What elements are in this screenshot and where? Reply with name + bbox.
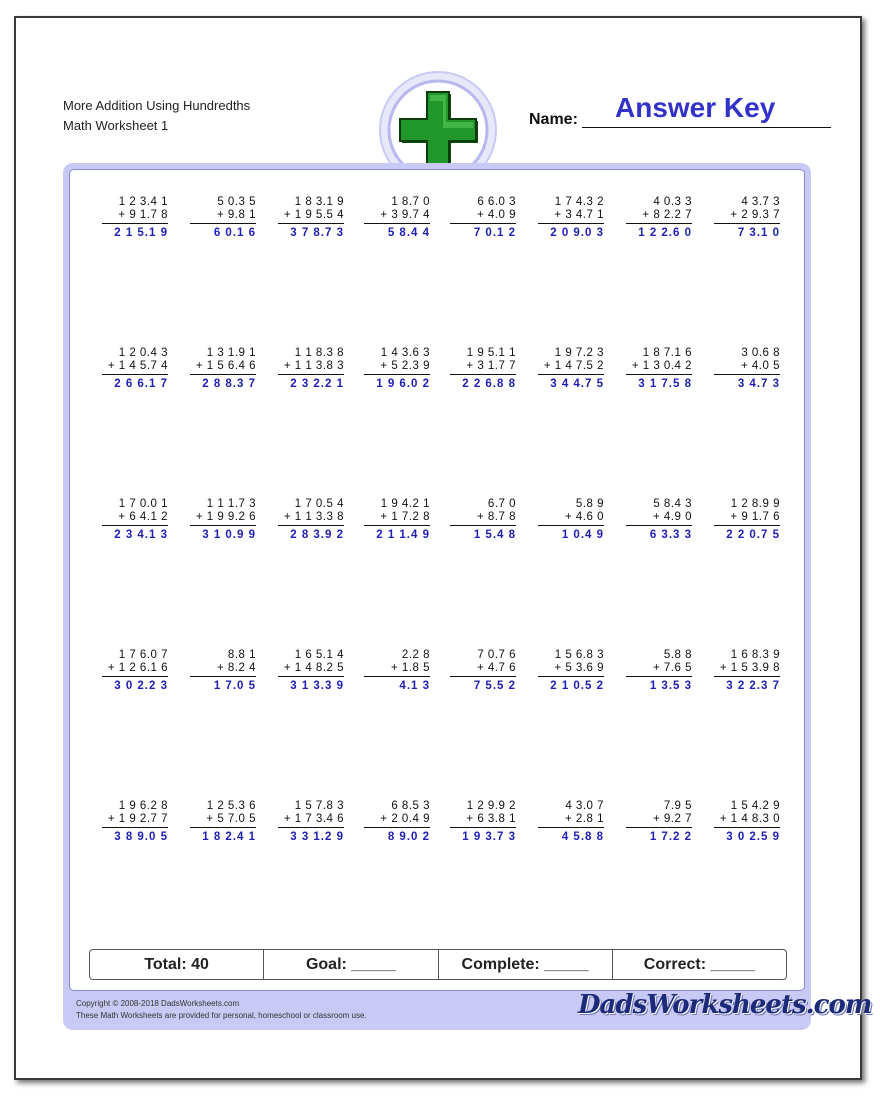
sum-line [714, 525, 780, 526]
addend-top: 5.8 9 [575, 498, 604, 510]
answer: 1 5.4 8 [473, 529, 516, 541]
addition-problem [266, 649, 344, 692]
worksheet-title: More Addition Using Hundredths [63, 98, 251, 113]
addend-top: 1 8.7 0 [391, 196, 430, 208]
sum-line [538, 223, 604, 224]
sum-line [626, 676, 692, 677]
addend-top: 1 5 7.8 3 [294, 800, 344, 812]
addition-problem [352, 800, 430, 843]
addition-problem [352, 347, 430, 390]
answer: 1 3.5 3 [649, 680, 692, 692]
sum-line [364, 676, 430, 677]
answer: 1 9 6.0 2 [376, 378, 430, 390]
sum-line [626, 525, 692, 526]
sum-line [538, 374, 604, 375]
answer: 3 8 9.0 5 [114, 831, 168, 843]
addend-bottom: + 2 9.3 7 [730, 209, 780, 221]
sum-line [714, 374, 780, 375]
addend-top: 7 0.7 6 [477, 649, 516, 661]
problems-frame [63, 163, 811, 1030]
addend-bottom: + 1 3 0.4 2 [631, 360, 692, 372]
addition-problem [266, 347, 344, 390]
sum-line [102, 223, 168, 224]
addend-top: 8.8 1 [227, 649, 256, 661]
addition-problem [702, 347, 780, 390]
sum-line [626, 827, 692, 828]
score-box [89, 949, 787, 980]
addition-problem [614, 196, 692, 239]
addend-bottom: + 6 3.8 1 [466, 813, 516, 825]
sum-line [364, 827, 430, 828]
addend-bottom: + 4.0 9 [477, 209, 516, 221]
addend-top: 1 2 3.4 1 [118, 196, 168, 208]
addition-problem [438, 347, 516, 390]
answer: 3 1 3.3 9 [290, 680, 344, 692]
addend-bottom: + 4.9 0 [653, 511, 692, 523]
addend-bottom: + 5 7.0 5 [206, 813, 256, 825]
answer: 4.1 3 [399, 680, 430, 692]
addend-top: 1 9 5.1 1 [466, 347, 516, 359]
addend-top: 1 3 1.9 1 [206, 347, 256, 359]
score-correct[interactable]: Correct: _____ [643, 955, 755, 973]
answer: 2 2 6.8 8 [462, 378, 516, 390]
addition-problem [526, 347, 604, 390]
answer: 7 5.5 2 [473, 680, 516, 692]
addend-bottom: + 5 2.3 9 [380, 360, 430, 372]
sum-line [102, 676, 168, 677]
addition-problem [178, 196, 256, 239]
addition-problem [178, 498, 256, 541]
addition-problem [614, 649, 692, 692]
addend-top: 1 9 6.2 8 [118, 800, 168, 812]
addition-problem [438, 498, 516, 541]
sum-line [190, 676, 256, 677]
addend-top: 4 0.3 3 [653, 196, 692, 208]
addend-bottom: + 7.6 5 [653, 662, 692, 674]
answer: 7 0.1 2 [473, 227, 516, 239]
sum-line [450, 374, 516, 375]
addend-top: 1 8 7.1 6 [642, 347, 692, 359]
score-total: Total: 40 [90, 950, 264, 979]
addition-problem [352, 498, 430, 541]
addition-problem [702, 649, 780, 692]
worksheet-header [63, 96, 250, 136]
addend-top: 4 3.0 7 [565, 800, 604, 812]
addition-problem [90, 800, 168, 843]
addition-problem [614, 800, 692, 843]
answer: 2 1 0.5 2 [550, 680, 604, 692]
answer: 1 9 3.7 3 [462, 831, 516, 843]
addition-problem [266, 498, 344, 541]
addend-top: 1 5 4.2 9 [730, 800, 780, 812]
addend-top: 6 8.5 3 [391, 800, 430, 812]
sum-line [450, 525, 516, 526]
addend-bottom: + 4.7 6 [477, 662, 516, 674]
answer: 3 0 2.5 9 [726, 831, 780, 843]
addend-bottom: + 9.2 7 [653, 813, 692, 825]
addend-bottom: + 1 4 8.3 0 [719, 813, 780, 825]
addend-bottom: + 1 4 7.5 2 [543, 360, 604, 372]
addend-top: 1 1 1.7 3 [206, 498, 256, 510]
addition-problem [90, 196, 168, 239]
answer: 3 3 1.2 9 [290, 831, 344, 843]
answer: 1 7.0 5 [213, 680, 256, 692]
addend-top: 1 2 0.4 3 [118, 347, 168, 359]
addend-top: 5.8 8 [663, 649, 692, 661]
addend-bottom: + 1 2 6.1 6 [107, 662, 168, 674]
addend-top: 1 9 4.2 1 [380, 498, 430, 510]
addend-bottom: + 4.6 0 [565, 511, 604, 523]
sum-line [102, 525, 168, 526]
addition-problem [614, 498, 692, 541]
addend-top: 1 8 3.1 9 [294, 196, 344, 208]
sum-line [278, 223, 344, 224]
addend-bottom: + 2.8 1 [565, 813, 604, 825]
answer: 4 5.8 8 [561, 831, 604, 843]
addend-top: 4 3.7 3 [741, 196, 780, 208]
addend-top: 1 5 6.8 3 [554, 649, 604, 661]
addend-bottom: + 8.7 8 [477, 511, 516, 523]
addition-problem [266, 800, 344, 843]
answer: 2 1 5.1 9 [114, 227, 168, 239]
sum-line [450, 827, 516, 828]
addend-top: 1 6 5.1 4 [294, 649, 344, 661]
answer: 1 8 2.4 1 [202, 831, 256, 843]
addend-top: 6.7 0 [487, 498, 516, 510]
answer: 3 2 2.3 7 [726, 680, 780, 692]
addend-top: 1 2 5.3 6 [206, 800, 256, 812]
addition-problem [178, 347, 256, 390]
addend-bottom: + 1 7 3.4 6 [283, 813, 344, 825]
addend-top: 1 2 9.9 2 [466, 800, 516, 812]
sum-line [364, 525, 430, 526]
answer: 3 7 8.7 3 [290, 227, 344, 239]
addend-bottom: + 4.0 5 [741, 360, 780, 372]
sum-line [450, 223, 516, 224]
answer: 8 9.0 2 [387, 831, 430, 843]
sum-line [450, 676, 516, 677]
addend-bottom: + 1 7.2 8 [380, 511, 430, 523]
addend-bottom: + 5 3.6 9 [554, 662, 604, 674]
footer-text [76, 998, 367, 1022]
addend-bottom: + 1 9 2.7 7 [107, 813, 168, 825]
sum-line [364, 374, 430, 375]
sum-line [190, 223, 256, 224]
sum-line [538, 827, 604, 828]
answer: 2 3 2.2 1 [290, 378, 344, 390]
sum-line [190, 525, 256, 526]
problems-area [69, 169, 805, 991]
answer: 6 0.1 6 [213, 227, 256, 239]
answer: 3 1 0.9 9 [202, 529, 256, 541]
addend-top: 1 2 8.9 9 [730, 498, 780, 510]
addend-bottom: + 1.8 5 [391, 662, 430, 674]
answer: 5 8.4 4 [387, 227, 430, 239]
addition-problem [702, 196, 780, 239]
answer: 3 4 4.7 5 [550, 378, 604, 390]
addition-problem [438, 196, 516, 239]
sum-line [278, 827, 344, 828]
addend-bottom: + 1 4 8.2 5 [283, 662, 344, 674]
addition-problem [526, 498, 604, 541]
name-label: Name: [529, 111, 578, 128]
addend-bottom: + 1 4 5.7 4 [107, 360, 168, 372]
addition-problem [526, 196, 604, 239]
addend-top: 5 8.4 3 [653, 498, 692, 510]
addend-bottom: + 8.2 4 [217, 662, 256, 674]
answer: 1 7.2 2 [649, 831, 692, 843]
addend-top: 5 0.3 5 [217, 196, 256, 208]
addend-top: 1 1 8.3 8 [294, 347, 344, 359]
score-goal[interactable]: Goal: _____ [264, 950, 438, 979]
addition-problem [178, 800, 256, 843]
addition-problem [702, 800, 780, 843]
answer: 2 8 8.3 7 [202, 378, 256, 390]
sum-line [714, 223, 780, 224]
addend-bottom: + 1 1 3.8 3 [283, 360, 344, 372]
answer: 2 8 3.9 2 [290, 529, 344, 541]
worksheet-subtitle: Math Worksheet 1 [63, 118, 169, 133]
addend-top: 1 7 0.5 4 [294, 498, 344, 510]
addend-top: 1 6 8.3 9 [730, 649, 780, 661]
addend-bottom: + 8 2.2 7 [642, 209, 692, 221]
addend-top: 1 4 3.6 3 [380, 347, 430, 359]
addend-bottom: + 2 0.4 9 [380, 813, 430, 825]
sum-line [714, 827, 780, 828]
sum-line [626, 223, 692, 224]
addend-bottom: + 1 9 9.2 6 [195, 511, 256, 523]
addend-bottom: + 6 4.1 2 [118, 511, 168, 523]
addition-problem [526, 800, 604, 843]
addend-top: 1 9 7.2 3 [554, 347, 604, 359]
addend-bottom: + 1 9 5.5 4 [283, 209, 344, 221]
addition-problem [614, 347, 692, 390]
answer: 3 4.7 3 [737, 378, 780, 390]
addend-top: 3 0.6 8 [741, 347, 780, 359]
answer: 2 2 0.7 5 [726, 529, 780, 541]
addend-bottom: + 3 1.7 7 [466, 360, 516, 372]
addend-bottom: + 1 5 3.9 8 [719, 662, 780, 674]
addend-top: 7.9 5 [663, 800, 692, 812]
usage-notice: These Math Worksheets are provided for personal, homeschool or classroom use. [76, 1011, 367, 1020]
sum-line [538, 525, 604, 526]
answer: 2 6 6.1 7 [114, 378, 168, 390]
answer: 3 0 2.2 3 [114, 680, 168, 692]
addition-problem [90, 649, 168, 692]
sum-line [190, 374, 256, 375]
addition-problem [352, 649, 430, 692]
addend-bottom: + 9 1.7 6 [730, 511, 780, 523]
addend-bottom: + 1 1 3.3 8 [283, 511, 344, 523]
answer: 2 0 9.0 3 [550, 227, 604, 239]
answer: 1 0.4 9 [561, 529, 604, 541]
sum-line [714, 676, 780, 677]
answer: 1 2 2.6 0 [638, 227, 692, 239]
answer: 6 3.3 3 [649, 529, 692, 541]
sum-line [626, 374, 692, 375]
addition-problem [266, 196, 344, 239]
copyright-text: Copyright © 2008-2018 DadsWorksheets.com [76, 999, 240, 1008]
addend-bottom: + 9.8 1 [217, 209, 256, 221]
site-logo: DadsWorksheets.com [578, 990, 872, 1020]
sum-line [538, 676, 604, 677]
sum-line [278, 525, 344, 526]
name-field-line[interactable] [582, 127, 831, 128]
addend-top: 1 7 6.0 7 [118, 649, 168, 661]
addend-bottom: + 3 9.7 4 [380, 209, 430, 221]
addition-problem [90, 347, 168, 390]
answer: 2 1 1.4 9 [376, 529, 430, 541]
addend-bottom: + 3 4.7 1 [554, 209, 604, 221]
addition-problem [90, 498, 168, 541]
addition-problem [702, 498, 780, 541]
sum-line [278, 676, 344, 677]
sum-line [102, 374, 168, 375]
addend-bottom: + 1 5 6.4 6 [195, 360, 256, 372]
addition-problem [438, 649, 516, 692]
answer: 2 3 4.1 3 [114, 529, 168, 541]
score-complete[interactable]: Complete: _____ [439, 950, 613, 979]
answer: 7 3.1 0 [737, 227, 780, 239]
answer: 3 1 7.5 8 [638, 378, 692, 390]
sum-line [190, 827, 256, 828]
addition-problem [178, 649, 256, 692]
sum-line [102, 827, 168, 828]
answer-key-label: Answer Key [615, 92, 776, 123]
addition-problem [526, 649, 604, 692]
sum-line [364, 223, 430, 224]
addend-top: 1 7 0.0 1 [118, 498, 168, 510]
addend-top: 1 7 4.3 2 [554, 196, 604, 208]
addition-problem [352, 196, 430, 239]
sum-line [278, 374, 344, 375]
addend-top: 2.2 8 [401, 649, 430, 661]
addend-top: 6 6.0 3 [477, 196, 516, 208]
addend-bottom: + 9 1.7 8 [118, 209, 168, 221]
addition-problem [438, 800, 516, 843]
